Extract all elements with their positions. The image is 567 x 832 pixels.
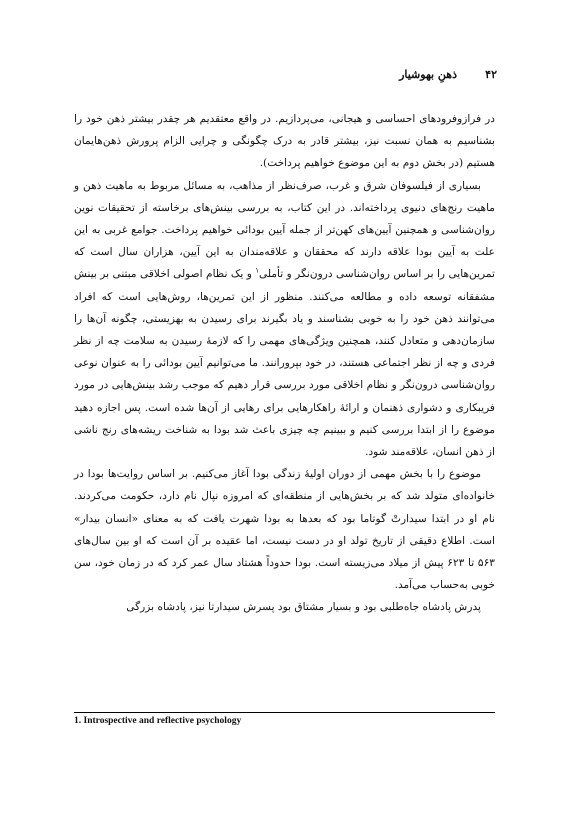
paragraph-1: در فرازوفرودهای احساسی و هیجانی، می‌پردازیم. در واقع معتقدیم هر چقدر بیشتر ذهن خود را بشناسیم به همان نسبت نیز، بیشتر قادر به درک چگونگی و چرایی الزام پرورش ذهن‌هایمان هستیم (در بخش دوم به این موضوع خواهیم پرداخت).: [74, 113, 495, 170]
running-title: ذهنِ بهوشیار: [399, 68, 457, 81]
page-number: ۴۲: [485, 68, 497, 81]
paragraph-4: پدرش پادشاه جاه‌طلبی بود و بسیار مشتاق بود پسرش سیدارتا نیز، پادشاه بزرگی: [126, 601, 481, 614]
footnote-marker: ۱: [255, 266, 260, 275]
paragraph-2-continuation: و یک نظام اصولی اخلاقی مبتنی بر بینش مشفقانه توسعه داده و مطالعه می‌کنند. منظور از این تمرین‌ها، روش‌هایی است که افراد می‌توانند ذهن خود را به خوبی بشناسند و یاد بگیرند برای رسیدن به بهزیستی، چگونه آن‌ها را سازمان‌دهی و متعادل کنند، همچنین ویژگی‌های مهمی را که لازمهٔ رسیدن به سلامت چه از نظر فردی و چه از نظر اجتماعی هستند، در خود بپرورانند. ما می‌توانیم آیین بودائی را به عنوان نوعی روان‌شناسی درون‌نگر و نظام اخلاقی مورد بررسی قرار دهیم که موجب رشد بینش‌هایی در مورد فریبکاری و دشواری ذهنمان و ارائهٔ راهکارهایی برای رهایی از آن‌ها شده است. پس اجازه دهید موضوع را از ابتدا بررسی کنیم و ببینیم چه چیزی باعث شد بودا به شناخت ریشه‌های رنج ناشی از ذهن انسان، علاقه‌مند شود.: [74, 268, 495, 459]
paragraph-3: موضوع را با بخش مهمی از دوران اولیهٔ زندگی بودا آغاز می‌کنیم. بر اساس روایت‌ها بودا در خانواده‌ای متولد شد که بر بخش‌هایی از منطقه‌ای که امروزه نپال نام دارد، حکومت می‌کردند. نام او در ابتدا سیدارتْ گوتاما بود که بعدها به بودا شهرت یافت که به معنای «انسان بیدار» است. اطلاع دقیقی از تاریخ تولد او در دست نیست، اما عقیده بر آن است که او بین سال‌های ۵۶۳ تا ۶۲۳ پیش از میلاد می‌زیسته است. بودا حدوداً هشتاد سال عمر کرد که در زمان خود، سن خوبی به‌حساب می‌آمد.: [74, 468, 495, 592]
footnote: 1. Introspective and reflective psychology: [74, 716, 242, 726]
body-text: [74, 108, 495, 619]
paragraph-2: [74, 175, 495, 464]
page-header: [60, 66, 497, 88]
paragraph-2-text: بسیاری از فیلسوفان شرق و غرب، صرف‌نظر از مذاهب، به مسائل مربوط به ماهیت ذهن و ماهیت رنج‌های دنیوی پرداخته‌اند. در این کتاب، به بررسی بینش‌های برخاسته از تحقیقات نوین روان‌شناسی و همچنین آیین‌های کهن‌تر از جمله آیین بودائی خواهیم پرداخت. جوامع غربی به این علت به آیین بودا علاقه دارند که محققان و علاقه‌مندان به این آیین، هزاران سال است که تمرین‌هایی را بر اساس روان‌شناسی درون‌نگر و تأملی: [74, 179, 495, 281]
footnote-divider: [74, 712, 495, 713]
